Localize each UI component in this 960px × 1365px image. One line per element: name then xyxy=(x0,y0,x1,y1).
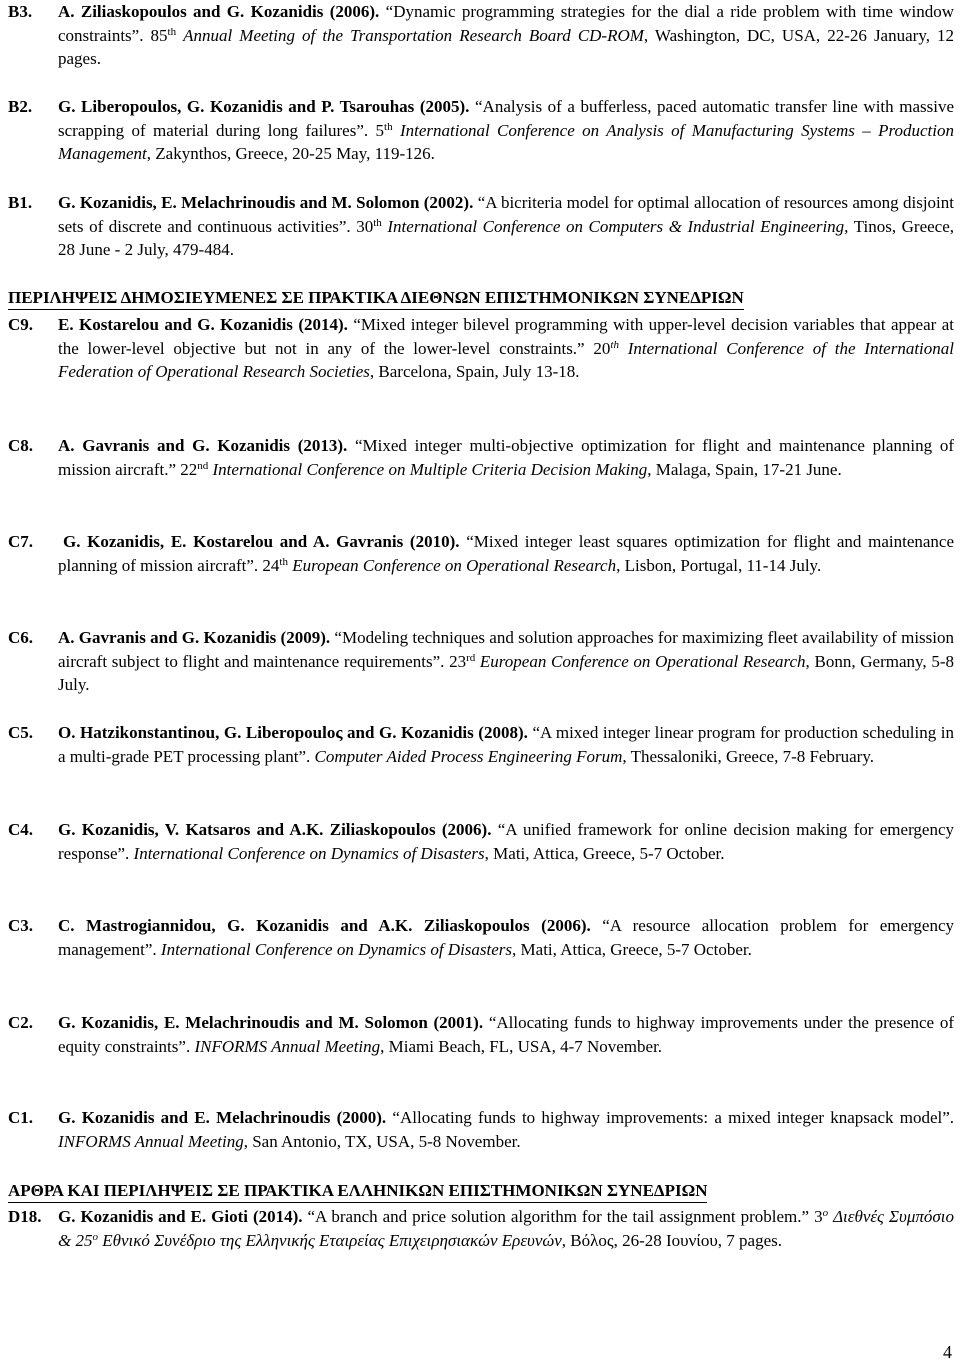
entry-body xyxy=(58,191,954,262)
entry-body xyxy=(58,530,954,577)
entry-body xyxy=(58,721,954,768)
entry-title: “Mixed integer least squares optimization for flight and maintenance planning of mission aircraft”. xyxy=(58,532,954,575)
entry-body xyxy=(58,95,954,166)
publication-entry-c2 xyxy=(8,1011,954,1058)
entry-ordinal: 22 xyxy=(180,459,198,479)
entry-authors: G. Kozanidis, V. Katsaros and A.K. Ziliaskopoulos (2006). xyxy=(58,820,492,839)
entry-code: C6. xyxy=(8,628,34,647)
entry-title: “A resource allocation problem for emergency management”. xyxy=(58,916,955,959)
entry-body xyxy=(58,914,954,961)
entry-code: C7. xyxy=(8,532,34,551)
publication-entry-b2 xyxy=(8,95,954,166)
entry-code: C3. xyxy=(8,916,34,935)
entry-authors: A. Gavranis and G. Kozanidis (2009). xyxy=(58,628,331,647)
entry-ordinal: 30 xyxy=(356,216,374,236)
entry-details: , Mati, Attica, Greece, 5-7 October. xyxy=(512,939,752,959)
publication-entry-c1 xyxy=(8,1106,954,1153)
entry-title: “A mixed integer linear program for production scheduling in a multi-grade PET processing plant”. xyxy=(58,723,954,766)
publication-entry-c5 xyxy=(8,721,954,768)
entry-authors: O. Hatzikonstantinou, G. Liberopouloς and G. Kozanidis (2008). xyxy=(58,723,528,742)
entry-title: “Allocating funds to highway improvements: a mixed integer knapsack model”. xyxy=(392,1108,955,1127)
entry-code: C2. xyxy=(8,1013,34,1032)
entry-authors: G. Kozanidis, E. Melachrinoudis and M. Solomon (2002). xyxy=(58,193,474,212)
entry-ordinal-suffix: th xyxy=(384,120,393,133)
entry-details: , Βόλος, 26-28 Ιουνίου, 7 pages. xyxy=(561,1230,782,1250)
entry-code: C4. xyxy=(8,820,34,839)
entry-venue: International Conference on Dynamics of Disasters xyxy=(133,843,485,863)
entry-title: “Allocating funds to highway improvements under the presence of equity constraints”. xyxy=(58,1013,954,1056)
entry-ordinal: 85 xyxy=(150,25,168,45)
entry-details: , Miami Beach, FL, USA, 4-7 November. xyxy=(380,1036,663,1056)
page-number: 4 xyxy=(943,1342,952,1362)
entry-code: B2. xyxy=(8,97,33,116)
entry-details: , Barcelona, Spain, July 13-18. xyxy=(369,362,580,382)
entry-authors: A. Gavranis and G. Kozanidis (2013). xyxy=(58,436,348,455)
entry-ordinal-suffix: th xyxy=(167,25,177,38)
entry-details: , Zakynthos, Greece, 20-25 May, 119-126. xyxy=(146,144,435,164)
entry-code: C9. xyxy=(8,315,34,334)
publication-entry-c9 xyxy=(8,313,954,384)
entry-body xyxy=(58,0,954,71)
entry-venue: Διεθνές Συμπόσιο & xyxy=(58,1207,954,1250)
entry-venue: Εθνικό Συνέδριο της Ελληνικής Εταιρείας Επιχειρησιακών Ερευνών xyxy=(102,1230,562,1250)
entry-authors: G. Kozanidis and E. Melachrinoudis (2000). xyxy=(58,1108,387,1127)
entry-authors: A. Ziliaskopoulos and G. Kozanidis (2006). xyxy=(58,2,380,21)
publication-entry-c3 xyxy=(8,914,954,961)
entry-venue: International Conference on Dynamics of Disasters xyxy=(160,939,513,959)
entry-ordinal-suffix: o xyxy=(822,1207,829,1219)
entry-venue: European Conference on Operational Research xyxy=(479,651,806,671)
entry-venue: Computer Aided Process Engineering Forum xyxy=(314,746,623,766)
entry-ordinal: 24 xyxy=(262,555,280,575)
entry-venue: International Conference on Analysis of Manufacturing Systems – Production Management xyxy=(58,120,955,164)
entry-authors: C. Mastrogiannidou, G. Kozanidis and A.K. Ziliaskopoulos (2006). xyxy=(58,916,591,935)
entry-details: , Lisbon, Portugal, 11-14 July. xyxy=(616,555,822,575)
entry-title: “A branch and price solution algorithm for the tail assignment problem.” xyxy=(307,1207,810,1226)
entry-body xyxy=(58,313,954,384)
entry-authors: E. Kostarelou and G. Kozanidis (2014). xyxy=(58,315,348,334)
entry-details: , Bonn, Germany, 5-8 July. xyxy=(58,651,955,695)
entry-details: , Mati, Attica, Greece, 5-7 October. xyxy=(484,843,725,863)
entry-venue: International Conference of the International Federation of Operational Research Societies xyxy=(58,338,955,382)
entry-body xyxy=(58,1011,954,1058)
section-heading-international: ΠΕΡΙΛΗΨΕΙΣ ΔΗΜΟΣΙΕΥΜΕΝΕΣ ΣΕ ΠΡΑΚΤΙΚΑ ΔΙΕΘΝΩΝ ΕΠΙΣΤΗΜΟΝΙΚΩΝ ΣΥΝΕΔΡΙΩΝ xyxy=(8,287,744,310)
entry-body xyxy=(58,434,954,481)
entry-venue: Annual Meeting of the Transportation Research Board CD-ROM xyxy=(183,25,644,45)
entry-title: “Analysis of a bufferless, paced automatic transfer line with massive scrapping of material during long failures”. xyxy=(58,97,954,140)
entry-body xyxy=(58,1106,954,1153)
entry-body xyxy=(58,626,954,697)
publication-entry-c6 xyxy=(8,626,954,697)
entry-code: B3. xyxy=(8,2,33,21)
entry-ordinal-suffix: o xyxy=(92,1230,98,1243)
entry-code: B1. xyxy=(8,193,33,212)
entry-authors: G. Kozanidis and E. Gioti (2014). xyxy=(58,1207,303,1226)
publication-entry-c7 xyxy=(8,530,954,577)
section-heading-greek: ΑΡΘΡΑ ΚΑΙ ΠΕΡΙΛΗΨΕΙΣ ΣΕ ΠΡΑΚΤΙΚΑ ΕΛΛΗΝΙΚΩΝ ΕΠΙΣΤΗΜΟΝΙΚΩΝ ΣΥΝΕΔΡΙΩΝ xyxy=(8,1180,707,1203)
entry-details: Tinos, Greece, 28 June - 2 July, 479-484. xyxy=(58,216,955,260)
entry-title: “Modeling techniques and solution approaches for maximizing fleet availability of mission aircraft subject to flight and maintenance requirements”. xyxy=(58,628,955,671)
entry-title: “A unified framework for online decision making for emergency response”. xyxy=(58,820,955,863)
entry-ordinal: 25 xyxy=(75,1230,93,1250)
entry-title: “A bicriteria model for optimal allocation of resources among disjoint sets of discrete and continuous activities”. xyxy=(58,193,954,236)
entry-authors: G. Liberopoulos, G. Kozanidis and P. Tsarouhas (2005). xyxy=(58,97,470,116)
entry-ordinal: 3 xyxy=(814,1207,823,1226)
entry-venue: INFORMS Annual Meeting xyxy=(58,1131,244,1151)
entry-ordinal: 20 xyxy=(593,338,611,358)
entry-ordinal-suffix: nd xyxy=(197,459,209,472)
publication-entry-c8 xyxy=(8,434,954,481)
entry-code: C8. xyxy=(8,436,34,455)
entry-authors: G. Kozanidis, E. Kostarelou and A. Gavranis (2010). xyxy=(63,532,460,551)
entry-body xyxy=(58,818,954,865)
entry-details: , Malaga, Spain, 17-21 June. xyxy=(647,459,842,479)
entry-venue: INFORMS Annual Meeting xyxy=(194,1036,381,1056)
publication-entry-c4 xyxy=(8,818,954,865)
entry-title: “Mixed integer multi-objective optimization for flight and maintenance planning of mission aircraft.” xyxy=(58,436,954,479)
entry-body xyxy=(58,1205,954,1252)
entry-venue: International Conference on Multiple Criteria Decision Making xyxy=(212,459,648,479)
entry-ordinal: 5 xyxy=(375,120,385,140)
entry-ordinal: 23 xyxy=(449,651,467,671)
entry-ordinal-suffix: th xyxy=(610,338,619,351)
entry-ordinal-suffix: th xyxy=(279,555,288,568)
entry-code: C1. xyxy=(8,1108,34,1127)
entry-authors: G. Kozanidis, E. Melachrinoudis and M. Solomon (2001). xyxy=(58,1013,484,1032)
entry-venue: International Conference on Computers & Industrial Engineering, xyxy=(387,216,849,236)
entry-code: C5. xyxy=(8,723,34,742)
entry-code: D18. xyxy=(8,1207,42,1226)
publication-entry-d18 xyxy=(8,1205,954,1252)
entry-ordinal-suffix: rd xyxy=(466,651,476,664)
entry-details: , Washington, DC, USA, 22-26 January, 12 pages. xyxy=(58,25,955,69)
entry-details: , Thessaloniki, Greece, 7-8 February. xyxy=(622,746,874,766)
entry-title: “Dynamic programming strategies for the dial a ride problem with time window constraints”. xyxy=(58,2,954,45)
entry-ordinal-suffix: th xyxy=(373,216,382,229)
publication-entry-b3 xyxy=(8,0,954,71)
entry-venue: European Conference on Operational Research xyxy=(292,555,617,575)
entry-title: “Mixed integer bilevel programming with upper-level decision variables that appear at the lower-level objective but not in any of the lower-level constraints.” xyxy=(58,315,954,358)
entry-details: , San Antonio, TX, USA, 5-8 November. xyxy=(243,1131,521,1151)
publication-entry-b1 xyxy=(8,191,954,262)
